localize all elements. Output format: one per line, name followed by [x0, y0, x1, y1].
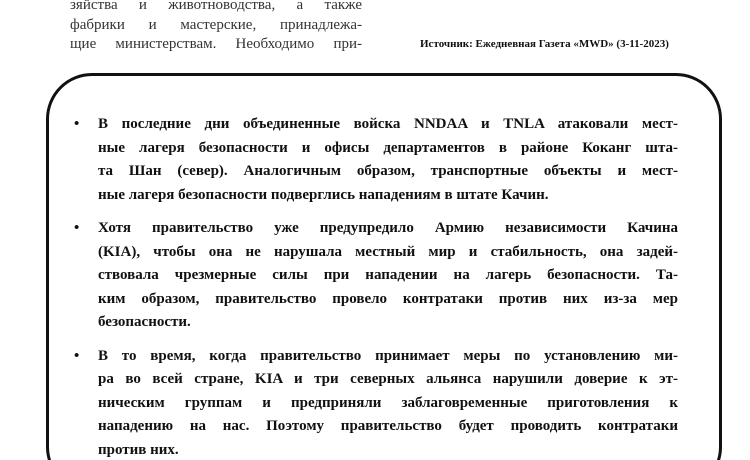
- bullet-line: ствовала чрезмерные силы при нападении на лагерь безопасности. Та-: [98, 267, 678, 283]
- bullet-dot-icon: •: [74, 116, 80, 132]
- bullet-dot-icon: •: [74, 220, 80, 236]
- bullet-line: В то время, когда правительство принимает меры по установлению ми-: [98, 347, 678, 364]
- bullet-list: [74, 113, 678, 460]
- bullet-line: ким образом, правительство провело контратаки против них из-за мер: [98, 290, 678, 307]
- article-column-fragment: [70, 0, 362, 55]
- bullet-line: Хотя правительство уже предупредило Армию независимости Качина: [98, 220, 678, 236]
- bullet-text: [98, 217, 678, 335]
- bullet-line: против них.: [98, 441, 179, 458]
- bullet-item: [74, 113, 678, 207]
- bullet-text: [98, 113, 678, 207]
- bullet-dot-icon: •: [74, 347, 80, 364]
- bullet-item: [74, 345, 678, 460]
- bullet-line: ные лагеря безопасности и офисы департаментов в районе Коканг шта-: [98, 139, 678, 156]
- bullet-line: В последние дни объединенные войска NNDAA и TNLA атаковали мест-: [98, 116, 678, 132]
- column-line: фабрики и мастерские, принадлежа-: [70, 16, 362, 33]
- bullet-line: безопасности.: [98, 314, 191, 330]
- bullet-line: ническим группам и предприняли заблаговременные приготовления к: [98, 394, 678, 411]
- bullet-line: ра во всей стране, KIA и три северных альянса нарушили доверие к эт-: [98, 371, 678, 387]
- bullet-line: нападению на нас. Поэтому правительство будет проводить контратаки: [98, 418, 678, 434]
- column-line: щие министерствам. Необходимо при-: [70, 36, 362, 52]
- source-citation: Источник: Ежедневная Газета «MWD» (3-11-2023): [420, 38, 669, 50]
- bullet-line: ные лагеря безопасности подверглись нападениям в штате Качин.: [98, 186, 549, 203]
- bullet-item: [74, 217, 678, 335]
- bullet-line: (KIA), чтобы она не нарушала местный мир и стабильность, она задей-: [98, 243, 678, 260]
- bullet-line: та Шан (север). Аналогичным образом, транспортные объекты и мест-: [98, 163, 678, 179]
- bullet-text: [98, 345, 678, 460]
- column-line: зяйства и животноводства, а также: [70, 0, 362, 13]
